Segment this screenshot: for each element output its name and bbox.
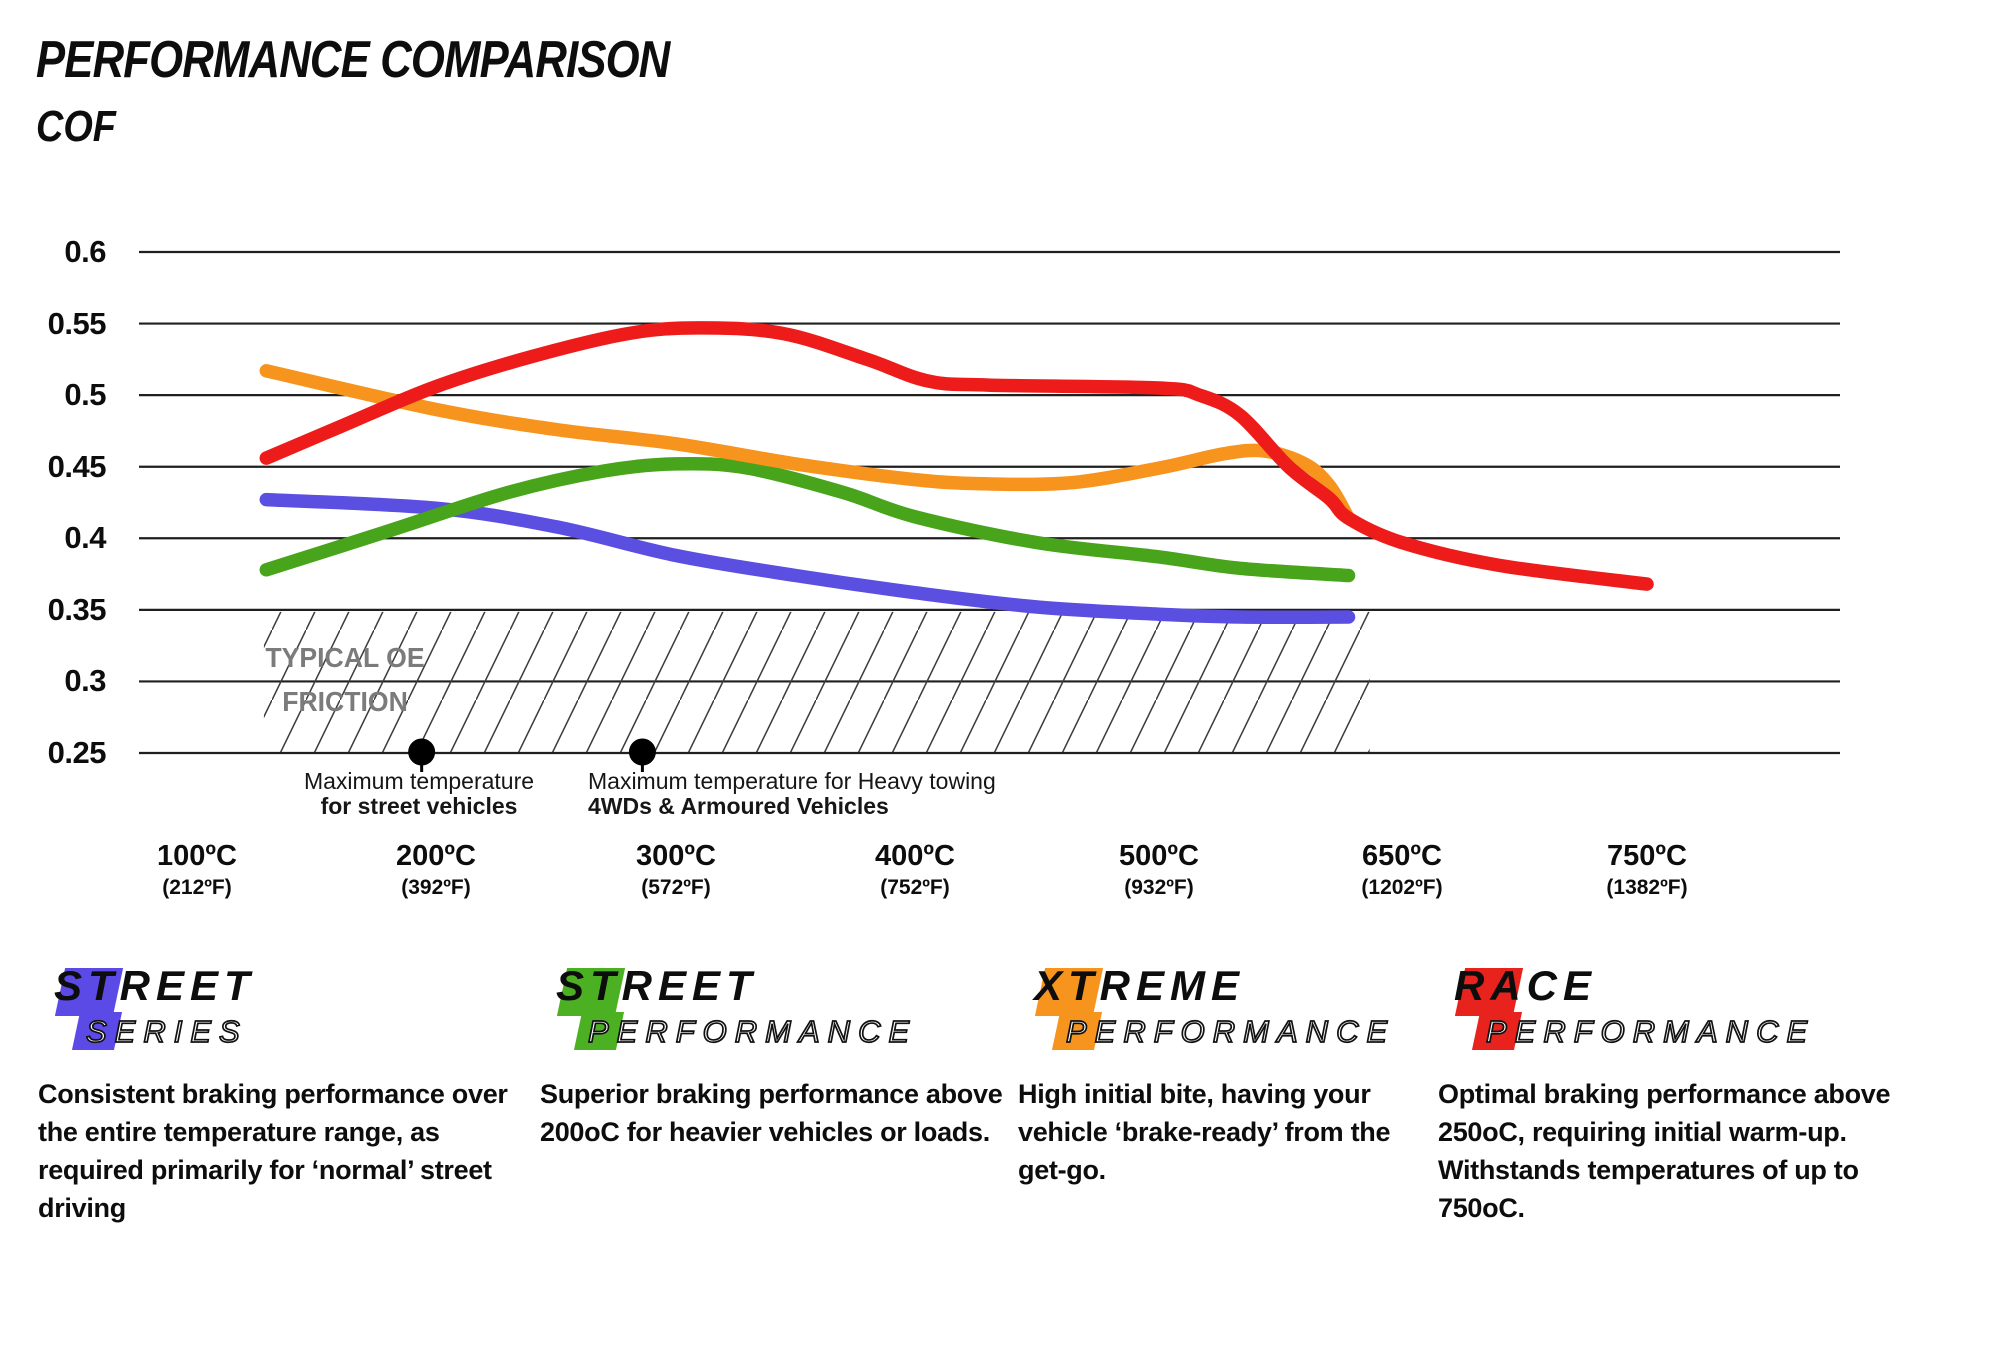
logo-word-top: XTREME <box>1034 962 1246 1009</box>
x-tick-fahrenheit: (572ºF) <box>641 876 711 899</box>
y-tick-label: 0.5 <box>64 377 106 413</box>
annotation-line1: Maximum temperature <box>303 768 535 794</box>
race-performance-logo <box>1438 956 1893 1074</box>
y-tick-label: 0.3 <box>64 663 106 699</box>
legend-description: Consistent braking performance over the entire temperature range, as required primarily for ‘normal’ street driving <box>38 1079 508 1223</box>
y-axis-title: COF <box>36 102 116 151</box>
x-tick-fahrenheit: (392ºF) <box>401 876 471 899</box>
y-tick-label: 0.55 <box>47 305 106 341</box>
logo-word-top: RACE <box>1454 962 1598 1009</box>
legend-item-street-performance <box>540 956 1008 1147</box>
x-tick-label <box>1527 840 1767 900</box>
logo-word-bottom: PERFORMANCE <box>588 1014 918 1049</box>
x-tick-label <box>316 840 556 900</box>
x-tick-fahrenheit: (1202ºF) <box>1361 876 1443 899</box>
xtreme-performance-logo <box>1018 956 1410 1074</box>
logo-word-bottom: PERFORMANCE <box>1066 1014 1396 1049</box>
x-tick-fahrenheit: (212ºF) <box>162 876 232 899</box>
annotation-line2: for street vehicles <box>320 793 518 819</box>
annotation-street-max-temp <box>239 769 599 819</box>
y-tick-label: 0.25 <box>47 735 106 770</box>
x-tick-fahrenheit: (932ºF) <box>1124 876 1194 899</box>
annotation-line1: Maximum temperature for Heavy towing <box>588 768 996 794</box>
annotation-towing-max-temp <box>588 769 1028 819</box>
x-tick-fahrenheit: (752ºF) <box>880 876 950 899</box>
x-tick-celsius: 200ºC <box>396 840 476 872</box>
street-performance-logo <box>540 956 1008 1074</box>
logo-word-top: STREET <box>556 962 758 1009</box>
series-curves <box>266 328 1647 617</box>
x-tick-label <box>1282 840 1522 900</box>
y-tick-label: 0.35 <box>47 591 106 627</box>
street-series-logo <box>38 956 516 1074</box>
x-tick-label <box>77 840 317 900</box>
x-tick-celsius: 300ºC <box>636 840 716 872</box>
typical-oe-friction-label <box>250 636 440 724</box>
logo-word-bottom: PERFORMANCE <box>1486 1014 1816 1049</box>
x-tick-label <box>795 840 1035 900</box>
logo-word-top: STREET <box>54 962 256 1009</box>
y-tick-label: 0.4 <box>64 520 106 556</box>
page-title: PERFORMANCE COMPARISON <box>36 31 670 89</box>
x-tick-celsius: 400ºC <box>875 840 955 872</box>
legend-item-race-performance <box>1438 956 1893 1223</box>
x-tick-celsius: 100ºC <box>157 840 237 872</box>
x-tick-celsius: 500ºC <box>1119 840 1199 872</box>
legend-description: Superior braking performance above 200oC for heavier vehicles or loads. <box>540 1079 1003 1147</box>
logo-word-bottom: SERIES <box>86 1014 248 1049</box>
legend-item-street-series <box>38 956 516 1223</box>
legend-description: Optimal braking performance above 250oC, requiring initial warm-up. Withstands temperatures of up to 750oC. <box>1438 1079 1891 1223</box>
y-tick-label: 0.6 <box>64 234 106 269</box>
x-tick-celsius: 650ºC <box>1362 840 1442 872</box>
y-tick-label: 0.45 <box>47 448 106 484</box>
oe-label-line2: FRICTION <box>282 686 408 717</box>
legend-item-xtreme-performance <box>1018 956 1410 1185</box>
oe-label-line1: TYPICAL OE <box>265 642 425 673</box>
annotation-line2: 4WDs & Armoured Vehicles <box>588 793 889 819</box>
x-tick-label <box>1039 840 1279 900</box>
x-tick-celsius: 750ºC <box>1607 840 1687 872</box>
x-tick-label <box>556 840 796 900</box>
x-tick-fahrenheit: (1382ºF) <box>1606 876 1688 899</box>
legend-description: High initial bite, having your vehicle ‘brake-ready’ from the get-go. <box>1018 1079 1391 1185</box>
